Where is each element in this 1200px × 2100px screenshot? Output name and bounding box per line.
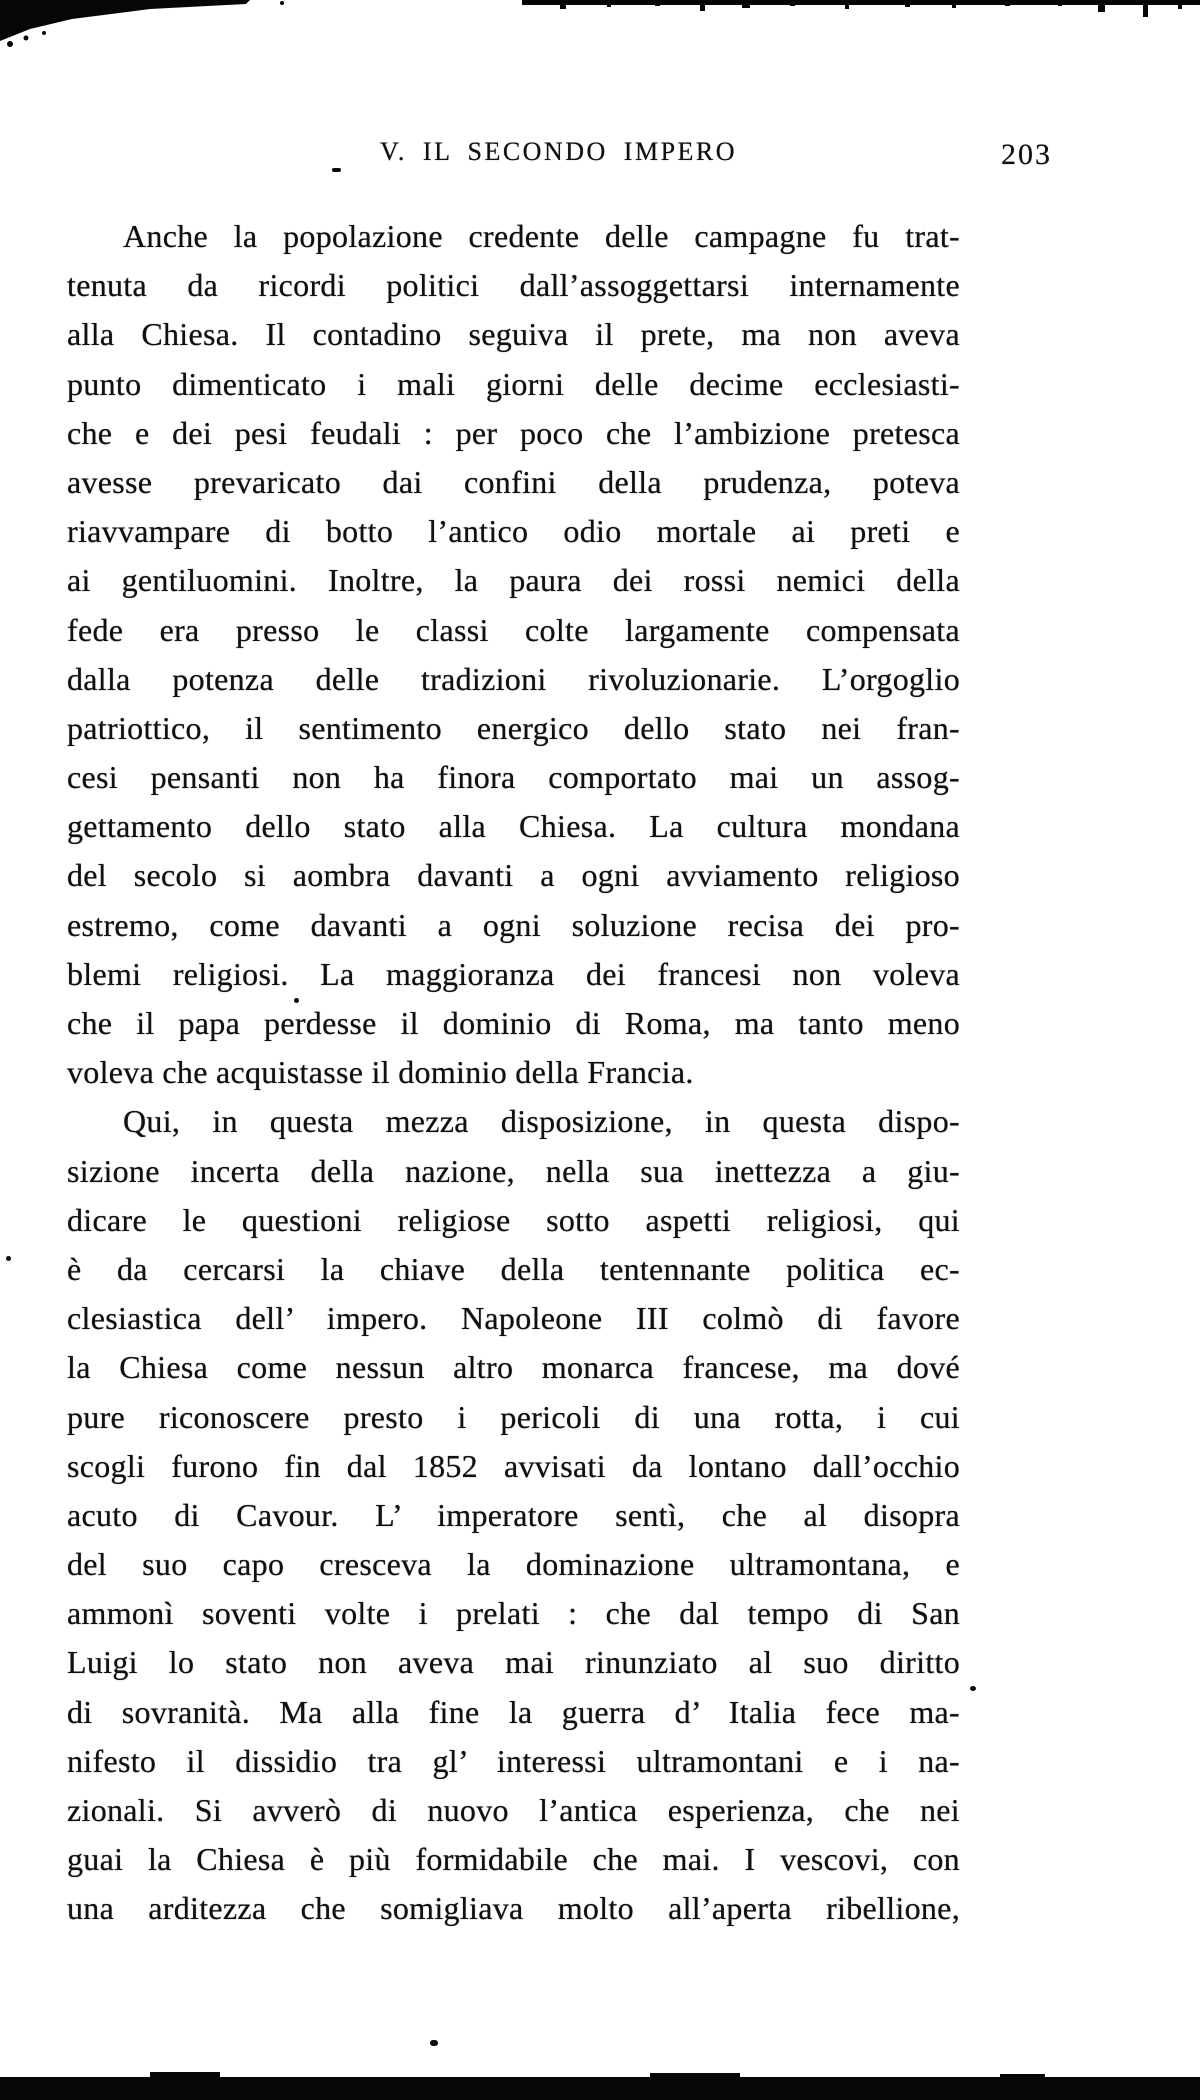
text-line: del secolo si aombra davanti a ogni avviamento religioso xyxy=(67,857,960,894)
text-line: ammonì soventi volte i prelati : che dal tempo di San xyxy=(67,1595,960,1632)
scan-speck xyxy=(6,1256,11,1261)
text-line: la Chiesa come nessun altro monarca francese, ma dové xyxy=(67,1349,960,1386)
text-line: voleva che acquistasse il dominio della Francia. xyxy=(67,1054,694,1091)
text-line: fede era presso le classi colte largamente compensata xyxy=(67,611,960,648)
running-header-title: V. IL SECONDO IMPERO xyxy=(380,137,738,166)
text-line: estremo, come davanti a ogni soluzione recisa dei pro- xyxy=(67,906,960,943)
text-line: blemi religiosi. La maggioranza dei francesi non voleva xyxy=(67,955,960,992)
text-line: del suo capo cresceva la dominazione ultramontana, e xyxy=(67,1546,960,1583)
text-line: Qui, in questa mezza disposizione, in questa dispo- xyxy=(123,1103,960,1140)
text-line: pure riconoscere presto i pericoli di una rotta, i cui xyxy=(67,1398,960,1435)
scan-speck xyxy=(332,168,341,172)
text-line: sizione incerta della nazione, nella sua inettezza a giu- xyxy=(67,1152,960,1189)
text-line: Anche la popolazione credente delle campagne fu trat- xyxy=(123,218,960,254)
scan-artifact-bottom-edge xyxy=(650,2073,740,2078)
text-line: acuto di Cavour. L’ imperatore sentì, che al disopra xyxy=(67,1496,960,1533)
text-line: avesse prevaricato dai confini della prudenza, poteva xyxy=(67,463,960,500)
text-line: che e dei pesi feudali : per poco che l’ambizione pretesca xyxy=(67,414,960,451)
scan-artifact-top-edge xyxy=(0,0,1200,52)
text-line: alla Chiesa. Il contadino seguiva il prete, ma non aveva xyxy=(67,316,960,353)
text-line: punto dimenticato i mali giorni delle decime ecclesiasti- xyxy=(67,365,960,402)
text-block xyxy=(67,212,960,1934)
text-line: zionali. Si avverò di nuovo l’antica esperienza, che nei xyxy=(67,1792,960,1828)
text-line: di sovranità. Ma alla fine la guerra d’ Italia fece ma- xyxy=(67,1693,960,1730)
scan-artifact-bottom-edge xyxy=(150,2072,220,2078)
text-line: guai la Chiesa è più formidabile che mai. I vescovi, con xyxy=(67,1841,960,1878)
text-line: che il papa perdesse il dominio di Roma, ma tanto meno xyxy=(67,1005,960,1041)
text-line: scogli furono fin dal 1852 avvisati da lontano dall’occhio xyxy=(67,1447,960,1484)
text-line: patriottico, il sentimento energico dello stato nei fran- xyxy=(67,709,960,746)
page-number: 203 xyxy=(1001,138,1052,171)
text-line: è da cercarsi la chiave della tentennante politica ec- xyxy=(67,1250,960,1287)
text-line: riavvampare di botto l’antico odio mortale ai preti e xyxy=(67,513,960,550)
scan-artifact-bottom-edge xyxy=(1000,2074,1045,2078)
scan-speck xyxy=(294,998,299,1003)
text-line: Luigi lo stato non aveva mai rinunziato al suo diritto xyxy=(67,1644,960,1681)
scan-speck xyxy=(430,2040,438,2046)
text-line: cesi pensanti non ha finora comportato mai un assog- xyxy=(67,759,960,796)
text-line: ai gentiluomini. Inoltre, la paura dei rossi nemici della xyxy=(67,562,960,599)
text-line: gettamento dello stato alla Chiesa. La cultura mondana xyxy=(67,808,960,845)
text-line: clesiastica dell’ impero. Napoleone III colmò di favore xyxy=(67,1300,960,1337)
text-line: una arditezza che somigliava molto all’aperta ribellione, xyxy=(67,1890,960,1927)
text-line: dicare le questioni religiose sotto aspetti religiosi, qui xyxy=(67,1201,960,1238)
text-line: tenuta da ricordi politici dall’assoggettarsi internamente xyxy=(67,267,960,304)
scan-artifact-bottom-bar xyxy=(0,2077,1200,2100)
text-line: dalla potenza delle tradizioni rivoluzionarie. L’orgoglio xyxy=(67,660,960,697)
scan-speck xyxy=(970,1686,976,1691)
text-line: nifesto il dissidio tra gl’ interessi ultramontani e i na- xyxy=(67,1742,960,1779)
